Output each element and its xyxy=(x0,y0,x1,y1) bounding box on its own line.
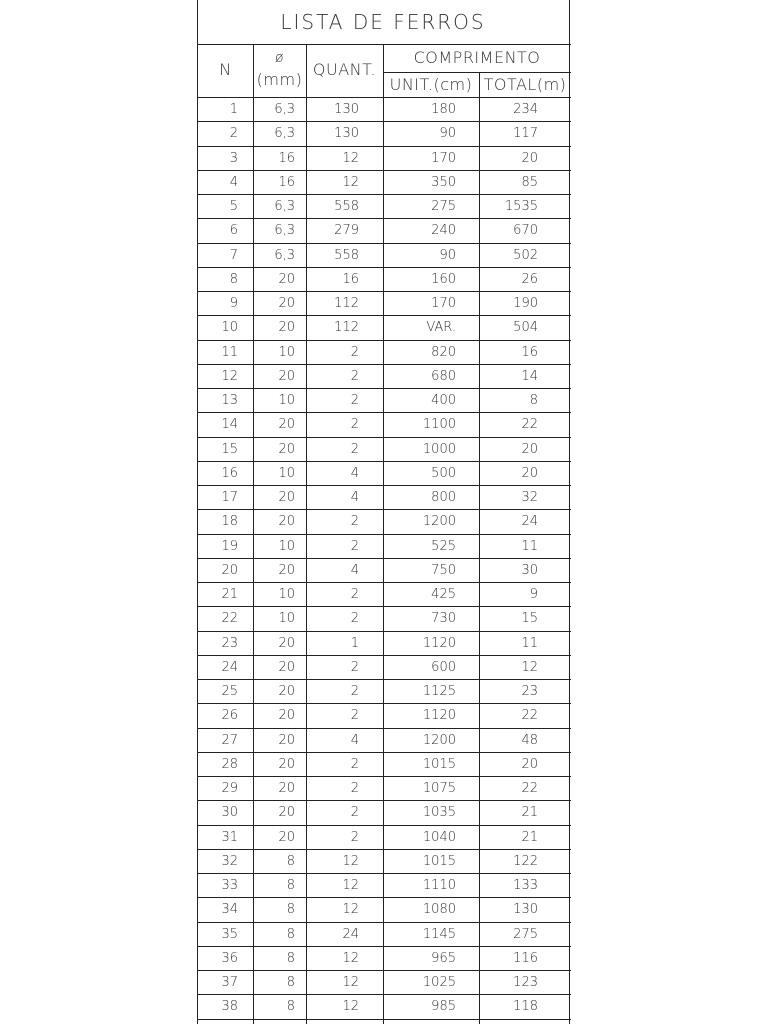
cell-n: 20 xyxy=(221,562,238,578)
row-divider xyxy=(198,388,571,389)
col-divider-diameter-quantity xyxy=(306,97,307,1024)
cell-unit: 1040 xyxy=(422,829,456,845)
cell-quantity: 2 xyxy=(350,756,359,772)
cell-total: 670 xyxy=(513,223,538,239)
cell-quantity: 2 xyxy=(350,805,359,821)
cell-n: 15 xyxy=(221,441,238,457)
cell-total: 21 xyxy=(521,829,538,845)
cell-unit: 1125 xyxy=(422,684,456,699)
cell-total: 118 xyxy=(513,999,538,1015)
row-divider xyxy=(198,606,571,607)
cell-diameter: 20 xyxy=(278,368,295,384)
cell-diameter: 6,3 xyxy=(274,223,295,239)
cell-total: 130 xyxy=(513,902,538,918)
cell-diameter: 20 xyxy=(278,296,295,311)
header-length-group: COMPRIMENTO xyxy=(413,48,541,67)
cell-unit: 820 xyxy=(431,344,456,360)
row-divider xyxy=(198,946,571,947)
cell-n: 28 xyxy=(221,756,238,772)
cell-unit: 800 xyxy=(431,490,456,505)
col-divider-quantity-unit xyxy=(383,97,384,1024)
cell-diameter: 8 xyxy=(286,853,295,869)
cell-n: 7 xyxy=(229,247,238,263)
cell-total: 190 xyxy=(513,296,538,311)
row-divider xyxy=(198,679,571,680)
cell-total: 11 xyxy=(521,538,538,554)
cell-quantity: 2 xyxy=(350,538,359,554)
row-divider xyxy=(198,1019,571,1020)
cell-diameter: 20 xyxy=(278,805,295,821)
cell-n: 13 xyxy=(221,393,238,408)
cell-diameter: 8 xyxy=(286,975,295,990)
cell-diameter: 20 xyxy=(278,417,295,433)
cell-total: 12 xyxy=(521,659,538,675)
cell-n: 26 xyxy=(221,708,238,724)
cell-quantity: 24 xyxy=(342,926,359,942)
cell-quantity: 2 xyxy=(350,781,359,796)
cell-n: 31 xyxy=(221,829,238,845)
cell-diameter: 6,3 xyxy=(274,102,295,117)
cell-diameter: 8 xyxy=(286,999,295,1015)
cell-n: 4 xyxy=(229,174,238,190)
cell-total: 22 xyxy=(521,417,538,433)
cell-diameter: 8 xyxy=(286,902,295,918)
cell-total: 122 xyxy=(513,853,538,869)
cell-quantity: 12 xyxy=(342,878,359,893)
row-divider xyxy=(198,582,571,583)
row-divider xyxy=(198,485,571,486)
cell-diameter: 20 xyxy=(278,732,295,748)
cell-quantity: 2 xyxy=(350,708,359,724)
cell-diameter: 20 xyxy=(278,562,295,578)
row-divider xyxy=(198,776,571,777)
row-divider xyxy=(198,703,571,704)
cell-unit: 1120 xyxy=(422,635,456,651)
row-divider xyxy=(198,146,571,147)
cell-n: 12 xyxy=(221,368,238,384)
cell-unit: 965 xyxy=(431,950,456,966)
cell-unit: 1075 xyxy=(422,781,456,796)
row-divider xyxy=(198,558,571,559)
cell-total: 123 xyxy=(513,975,538,990)
row-divider xyxy=(198,267,571,268)
cell-unit: 1200 xyxy=(422,514,456,530)
cell-quantity: 12 xyxy=(342,975,359,990)
row-divider xyxy=(198,461,571,462)
cell-diameter: 10 xyxy=(278,344,295,360)
cell-total: 24 xyxy=(521,514,538,530)
cell-diameter: 20 xyxy=(278,684,295,699)
cell-quantity: 2 xyxy=(350,514,359,530)
cell-total: 9 xyxy=(529,587,538,602)
cell-unit: 400 xyxy=(431,393,456,408)
cell-total: 16 xyxy=(521,344,538,360)
cell-n: 9 xyxy=(229,296,238,311)
cell-n: 10 xyxy=(221,320,238,336)
cell-total: 20 xyxy=(521,465,538,481)
cell-n: 37 xyxy=(221,975,238,990)
cell-unit: 350 xyxy=(431,174,456,190)
cell-n: 1 xyxy=(229,102,238,117)
cell-diameter: 8 xyxy=(286,878,295,893)
row-divider xyxy=(198,412,571,413)
cell-diameter: 20 xyxy=(278,756,295,772)
cell-n: 33 xyxy=(221,878,238,893)
cell-quantity: 12 xyxy=(342,950,359,966)
cell-unit: 1025 xyxy=(422,975,456,990)
cell-n: 19 xyxy=(221,538,238,554)
cell-quantity: 2 xyxy=(350,393,359,408)
cell-n: 14 xyxy=(221,417,238,433)
header-diameter-unit: (mm) xyxy=(256,70,303,89)
cell-total: 32 xyxy=(521,490,538,505)
cell-quantity: 130 xyxy=(334,102,359,117)
cell-n: 29 xyxy=(221,781,238,796)
header-total-length: TOTAL(m) xyxy=(483,75,567,94)
header-diameter-symbol: ø xyxy=(274,50,285,66)
cell-quantity: 112 xyxy=(334,296,359,311)
row-divider xyxy=(198,243,571,244)
row-divider xyxy=(198,437,571,438)
cell-unit: 240 xyxy=(431,223,456,239)
cell-unit: VAR. xyxy=(426,320,456,336)
cell-diameter: 8 xyxy=(286,926,295,942)
cell-diameter: 20 xyxy=(278,829,295,845)
cell-total: 21 xyxy=(521,805,538,821)
cell-diameter: 16 xyxy=(278,174,295,190)
cell-n: 24 xyxy=(221,659,238,675)
cell-quantity: 12 xyxy=(342,999,359,1015)
cell-unit: 170 xyxy=(431,150,456,166)
cell-total: 133 xyxy=(513,878,538,893)
cell-unit: 680 xyxy=(431,368,456,384)
cell-total: 504 xyxy=(513,320,538,336)
cell-diameter: 6,3 xyxy=(274,126,295,142)
cell-diameter: 10 xyxy=(278,587,295,602)
cell-diameter: 6,3 xyxy=(274,199,295,214)
cell-quantity: 279 xyxy=(334,223,359,239)
cell-quantity: 558 xyxy=(334,199,359,214)
cell-total: 20 xyxy=(521,756,538,772)
length-group-line xyxy=(383,72,571,73)
cell-n: 5 xyxy=(229,199,238,214)
cell-total: 85 xyxy=(521,174,538,190)
cell-unit: 1120 xyxy=(422,708,456,724)
row-divider xyxy=(198,970,571,971)
cell-n: 2 xyxy=(229,126,238,142)
cell-diameter: 20 xyxy=(278,490,295,505)
cell-unit: 90 xyxy=(439,247,456,263)
cell-n: 32 xyxy=(221,853,238,869)
cell-unit: 160 xyxy=(431,271,456,287)
cell-quantity: 4 xyxy=(350,562,359,578)
col-divider-unit-total xyxy=(479,97,480,1024)
cell-diameter: 16 xyxy=(278,150,295,166)
row-divider xyxy=(198,897,571,898)
cell-total: 117 xyxy=(513,126,538,142)
cell-total: 20 xyxy=(521,441,538,457)
cell-n: 30 xyxy=(221,805,238,821)
header-n: N xyxy=(219,60,232,79)
cell-unit: 730 xyxy=(431,611,456,627)
cell-total: 502 xyxy=(513,247,538,263)
cell-unit: 170 xyxy=(431,296,456,311)
cell-diameter: 10 xyxy=(278,611,295,627)
cell-total: 275 xyxy=(513,926,538,942)
row-divider xyxy=(198,631,571,632)
table-title: LISTA DE FERROS xyxy=(280,10,486,34)
row-divider xyxy=(198,800,571,801)
row-divider xyxy=(198,364,571,365)
cell-unit: 1080 xyxy=(422,902,456,918)
cell-diameter: 20 xyxy=(278,781,295,796)
cell-total: 22 xyxy=(521,708,538,724)
row-divider xyxy=(198,849,571,850)
cell-quantity: 558 xyxy=(334,247,359,263)
cell-quantity: 2 xyxy=(350,587,359,602)
cell-n: 25 xyxy=(221,684,238,699)
cell-quantity: 4 xyxy=(350,490,359,505)
cell-unit: 425 xyxy=(431,587,456,602)
row-divider xyxy=(198,873,571,874)
cell-quantity: 2 xyxy=(350,417,359,433)
cell-quantity: 2 xyxy=(350,368,359,384)
row-divider xyxy=(198,509,571,510)
row-divider xyxy=(198,340,571,341)
cell-unit: 500 xyxy=(431,465,456,481)
cell-diameter: 10 xyxy=(278,538,295,554)
row-divider xyxy=(198,170,571,171)
cell-unit: 275 xyxy=(431,199,456,214)
cell-n: 18 xyxy=(221,514,238,530)
cell-n: 35 xyxy=(221,926,238,942)
cell-diameter: 20 xyxy=(278,271,295,287)
row-divider xyxy=(198,121,571,122)
cell-unit: 1015 xyxy=(422,853,456,869)
cell-quantity: 130 xyxy=(334,126,359,142)
row-divider xyxy=(198,194,571,195)
cell-quantity: 1 xyxy=(350,635,359,651)
cell-n: 36 xyxy=(221,950,238,966)
cell-unit: 90 xyxy=(439,126,456,142)
cell-total: 116 xyxy=(513,950,538,966)
cell-diameter: 8 xyxy=(286,950,295,966)
cell-total: 20 xyxy=(521,150,538,166)
cell-unit: 750 xyxy=(431,562,456,578)
cell-total: 15 xyxy=(521,611,538,627)
cell-total: 14 xyxy=(521,368,538,384)
cell-n: 16 xyxy=(221,465,238,481)
cell-quantity: 2 xyxy=(350,611,359,627)
cell-quantity: 2 xyxy=(350,659,359,675)
cell-unit: 985 xyxy=(431,999,456,1015)
cell-quantity: 4 xyxy=(350,732,359,748)
cell-total: 23 xyxy=(521,684,538,699)
cell-quantity: 2 xyxy=(350,441,359,457)
cell-quantity: 2 xyxy=(350,684,359,699)
cell-n: 23 xyxy=(221,635,238,651)
cell-unit: 1110 xyxy=(422,878,456,893)
cell-diameter: 10 xyxy=(278,393,295,408)
cell-diameter: 20 xyxy=(278,320,295,336)
cell-unit: 1200 xyxy=(422,732,456,748)
row-divider xyxy=(198,994,571,995)
cell-diameter: 20 xyxy=(278,514,295,530)
cell-n: 8 xyxy=(229,271,238,287)
cell-unit: 1015 xyxy=(422,756,456,772)
row-divider xyxy=(198,655,571,656)
row-divider xyxy=(198,825,571,826)
cell-unit: 1100 xyxy=(422,417,456,433)
cell-quantity: 4 xyxy=(350,465,359,481)
cell-quantity: 12 xyxy=(342,150,359,166)
cell-n: 21 xyxy=(221,587,238,602)
cell-total: 48 xyxy=(521,732,538,748)
cell-quantity: 16 xyxy=(342,271,359,287)
cell-unit: 525 xyxy=(431,538,456,554)
row-divider xyxy=(198,922,571,923)
row-divider xyxy=(198,291,571,292)
cell-total: 11 xyxy=(521,635,538,651)
cell-quantity: 12 xyxy=(342,853,359,869)
row-divider xyxy=(198,315,571,316)
cell-n: 17 xyxy=(221,490,238,505)
cell-diameter: 20 xyxy=(278,441,295,457)
cell-total: 1535 xyxy=(504,199,538,214)
col-divider-n-diameter xyxy=(253,97,254,1024)
cell-n: 27 xyxy=(221,732,238,748)
cell-quantity: 2 xyxy=(350,344,359,360)
cell-diameter: 20 xyxy=(278,708,295,724)
row-divider xyxy=(198,752,571,753)
cell-total: 26 xyxy=(521,271,538,287)
cell-n: 6 xyxy=(229,223,238,239)
cell-total: 22 xyxy=(521,781,538,796)
cell-unit: 600 xyxy=(431,659,456,675)
row-divider xyxy=(198,728,571,729)
cell-diameter: 20 xyxy=(278,635,295,651)
cell-quantity: 12 xyxy=(342,174,359,190)
cell-unit: 180 xyxy=(431,102,456,117)
cell-total: 234 xyxy=(513,102,538,117)
cell-unit: 1035 xyxy=(422,805,456,821)
cell-n: 38 xyxy=(221,999,238,1015)
rebar-schedule-table xyxy=(197,0,570,1024)
cell-n: 22 xyxy=(221,611,238,627)
cell-quantity: 2 xyxy=(350,829,359,845)
cell-total: 8 xyxy=(529,393,538,408)
header-quantity: QUANT. xyxy=(312,60,377,79)
cell-diameter: 20 xyxy=(278,659,295,675)
cell-quantity: 112 xyxy=(334,320,359,336)
cell-diameter: 10 xyxy=(278,465,295,481)
row-divider xyxy=(198,534,571,535)
cell-total: 30 xyxy=(521,562,538,578)
header-unit-length: UNIT.(cm) xyxy=(389,75,473,94)
row-divider xyxy=(198,218,571,219)
cell-unit: 1000 xyxy=(422,441,456,457)
cell-quantity: 12 xyxy=(342,902,359,918)
cell-n: 3 xyxy=(229,150,238,166)
cell-diameter: 6,3 xyxy=(274,247,295,263)
cell-unit: 1145 xyxy=(422,926,456,942)
cell-n: 11 xyxy=(221,344,238,360)
cell-n: 34 xyxy=(221,902,238,918)
